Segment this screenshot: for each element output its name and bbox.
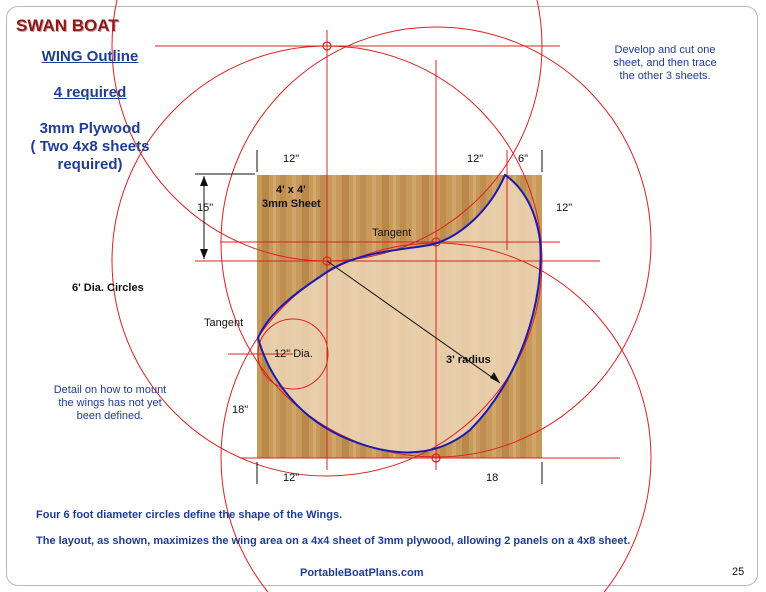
dim-top-right: 6" [518, 153, 529, 165]
heading-sheets: ( Two 4x8 sheets [30, 138, 150, 155]
footer-line-1: Four 6 foot diameter circles define the shape of the Wings. [36, 509, 343, 521]
note-line: sheet, and then trace [613, 57, 717, 69]
heading-required: required) [57, 156, 123, 173]
left-note [30, 384, 190, 423]
label-radius: 3' radius [446, 354, 491, 366]
footer-site-link[interactable]: PortableBoatPlans.com [300, 567, 424, 579]
note-line: been defined. [76, 410, 144, 422]
dim-left-low: 18" [232, 404, 249, 416]
label-tangent-top: Tangent [372, 227, 412, 239]
label-tangent-left: Tangent [204, 317, 244, 329]
top-right-note [585, 44, 745, 83]
label-sheet-material: 3mm Sheet [262, 198, 321, 210]
arrow-head [200, 249, 208, 259]
dim-left: 15" [197, 202, 214, 214]
dim-top-mid: 12" [467, 153, 484, 165]
note-line: the wings has not yet [58, 397, 162, 409]
label-circles: 6' Dia. Circles [72, 282, 144, 294]
heading-wing-outline: WING Outline [41, 48, 139, 65]
heading-quantity: 4 required [53, 84, 127, 101]
page-number: 25 [732, 566, 745, 578]
label-small-circle: 12" Dia. [274, 348, 313, 360]
footer-line-2: The layout, as shown, maximizes the wing area on a 4x4 sheet of 3mm plywood, allowing 2 panels on a 4x8 sheet. [36, 535, 631, 547]
note-line: Detail on how to mount [53, 384, 167, 396]
dim-bottom-right: 18 [486, 472, 499, 484]
dim-top-left: 12" [283, 153, 300, 165]
dim-right: 12" [556, 202, 573, 214]
note-line: Develop and cut one [614, 44, 716, 56]
dim-bottom-left: 12" [283, 472, 300, 484]
note-line: the other 3 sheets. [619, 70, 711, 82]
label-sheet-size: 4' x 4' [276, 184, 306, 196]
heading-material: 3mm Plywood [39, 120, 141, 137]
page-title: SWAN BOAT [16, 16, 119, 35]
arrow-head [200, 176, 208, 186]
